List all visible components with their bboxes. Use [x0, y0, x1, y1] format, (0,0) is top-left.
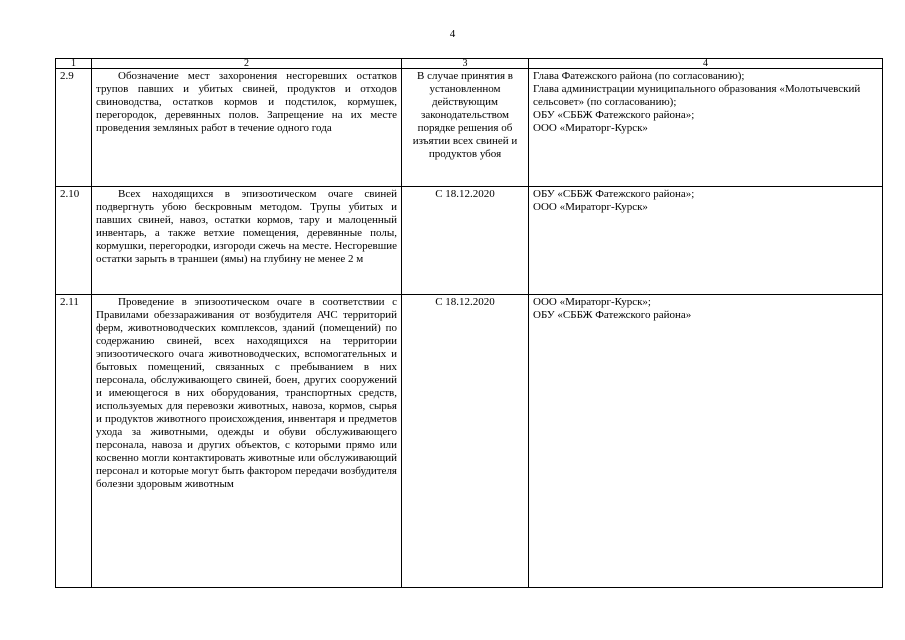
row-term: В случае принятия в установленном действующим законодательством порядке решения об изъятии всех свиней и продуктов убоя: [402, 69, 529, 187]
row-action: Всех находящихся в эпизоотическом очаге свиней подвергнуть убою бескровным методом. Трупы убитых и павших свиней, навоз, остатки кормов, тару и малоценный инвентарь, а также ветхие помещения, деревянные полы, кормушки, перегородки, изгороди сжечь на месте. Несгоревшие остатки зарыть в траншеи (ямы) на глубину не менее 2 м: [92, 187, 402, 295]
row-responsible: ООО «Мираторг-Курск»; ОБУ «СББЖ Фатежского района»: [529, 295, 883, 588]
header-cell-2: 2: [92, 59, 402, 69]
row-number: 2.11: [56, 295, 92, 588]
row-responsible: Глава Фатежского района (по согласованию); Глава администрации муниципального образования «Молотычевский сельсовет» (по согласованию); ОБУ «СББЖ Фатежского района»; ООО «Мираторг-Курск»: [529, 69, 883, 187]
header-cell-3: 3: [402, 59, 529, 69]
row-number: 2.10: [56, 187, 92, 295]
table-row: [56, 187, 883, 295]
table-row: [56, 69, 883, 187]
header-cell-1: 1: [56, 59, 92, 69]
row-action: Проведение в эпизоотическом очаге в соответствии с Правилами обеззараживания от возбудителя АЧС территорий ферм, животноводческих комплексов, зданий (помещений) по содержанию свиней, всех находящихся на территории эпизоотического очага животноводческих, вспомогательных и бытовых помещений, связанных с пребыванием в них персонала, обслуживающего свиней, боен, других сооружений и имеющегося в них оборудования, транспортных средств, используемых для перевозки животных, навоза, кормов, сырья и продуктов животного происхождения, инвентаря и предметов ухода за животными, одежды и обуви обслуживающего персонала, навоза и других объектов, с которыми прямо или косвенно могли контактировать животные или обслуживающий персонал и которые могут быть фактором передачи возбудителя болезни здоровым животным: [92, 295, 402, 588]
row-responsible: ОБУ «СББЖ Фатежского района»; ООО «Мираторг-Курск»: [529, 187, 883, 295]
table-row: [56, 295, 883, 588]
row-number: 2.9: [56, 69, 92, 187]
row-term: С 18.12.2020: [402, 295, 529, 588]
row-action: Обозначение мест захоронения несгоревших остатков трупов павших и убитых свиней, продуктов и отходов свиноводства, остатков кормов и подстилок, кормушек, перегородок, деревянных полов. Запрещение на их месте проведения земляных работ в течение одного года: [92, 69, 402, 187]
page-number: 4: [449, 28, 456, 40]
measures-table: [55, 58, 883, 588]
row-term: С 18.12.2020: [402, 187, 529, 295]
header-cell-4: 4: [529, 59, 883, 69]
table-header-row: [56, 59, 883, 69]
